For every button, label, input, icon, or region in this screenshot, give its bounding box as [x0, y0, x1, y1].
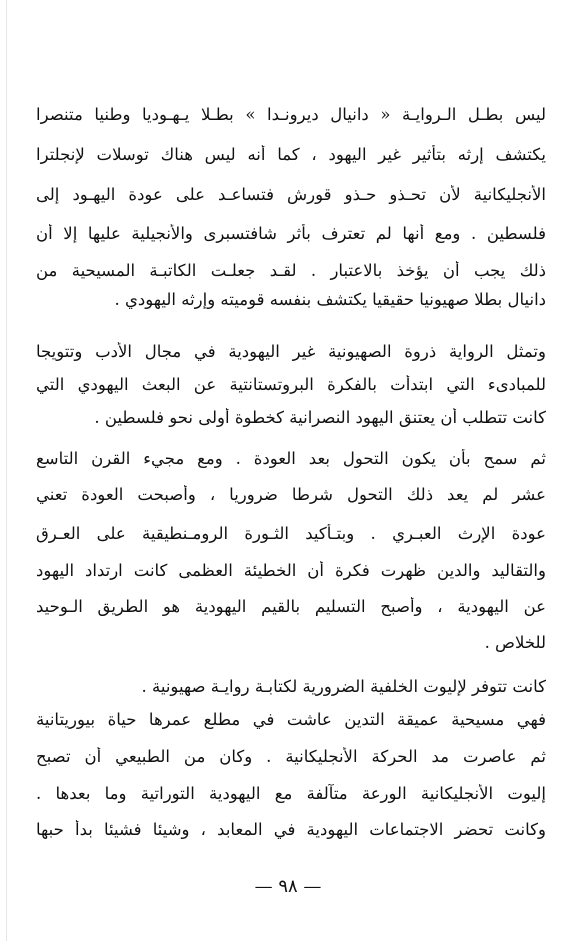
text-line: فهي مسيحية عميقة التدين عاشت في مطلع عمرها حياة بيوريتانية: [36, 710, 546, 729]
text-line: يكتشف إرثه بتأثير غير اليهود ، كما أنه ليس هناك توسلات لإنجلترا: [36, 145, 546, 164]
page-number: — ٩٨ —: [254, 876, 322, 897]
text-line: عن اليهودية ، وأصبح التسليم بالقيم اليهودية هو الطريق الـوحيد: [36, 597, 546, 616]
text-line: وتمثل الرواية ذروة الصهيونية غير اليهودية في مجال الأدب وتتويجا: [36, 342, 546, 361]
text-line: عودة الإرث العبـري . وبتـأكيد الثـورة الرومـنطيقية على العـرق: [36, 524, 546, 543]
text-line: ليس بطـل الـروايـة « دانيال ديرونـدا » بطـلا يـهـوديا وطنيا متنصرا: [36, 105, 546, 124]
text-line: الأنجليكانية لأن تحـذو حـذو قورش فتساعـد على عودة اليهـود إلى: [36, 185, 546, 204]
text-line: عشر لم يعد ذلك التحول شرطا ضروريا ، وأصبحت العودة تعني: [36, 485, 546, 504]
page-edge-shadow: [6, 0, 7, 941]
text-line: إليوت الأنجليكانية الورعة متآلفة مع اليهودية التوراتية وما بعدها .: [36, 784, 546, 803]
text-line: ثم سمح بأن يكون التحول بعد العودة . ومع مجيء القرن التاسع: [36, 449, 546, 468]
text-line: ثم عاصرت مد الحركة الأنجليكانية . وكان من الطبيعي أن تصبح: [36, 747, 546, 766]
text-line: ذلك يجب أن يؤخذ بالاعتبار . لقـد جعلـت الكاتبـة المسيحية من: [36, 261, 546, 280]
text-line: كانت تتطلب أن يعتنق اليهود النصرانية كخطوة أولى نحو فلسطين .: [94, 408, 546, 427]
text-line: والتقاليد والدين ظهرت فكرة أن الخطيئة العظمى كانت ارتداد اليهود: [36, 561, 546, 580]
text-line: فلسطين . ومع أنها لم تعترف بأثر شافتسبرى والأنجيلية عليها إلا أن: [36, 224, 546, 243]
text-line: للخلاص .: [484, 633, 546, 652]
text-line: كانت تتوفر لإليوت الخلفية الضرورية لكتابـة روايـة صهيونية .: [141, 677, 546, 696]
text-line: للمبادىء التي ابتدأت بالفكرة البروتستانتية عن البعث اليهودي التي: [36, 375, 546, 394]
text-line: دانيال بطلا صهيونيا حقيقيا يكتشف بنفسه قوميته وإرثه اليهودي .: [114, 290, 546, 309]
text-line: وكانت تحضر الاجتماعات اليهودية في المعابد ، وشيئا فشيئا بدأ حبها: [36, 820, 546, 839]
